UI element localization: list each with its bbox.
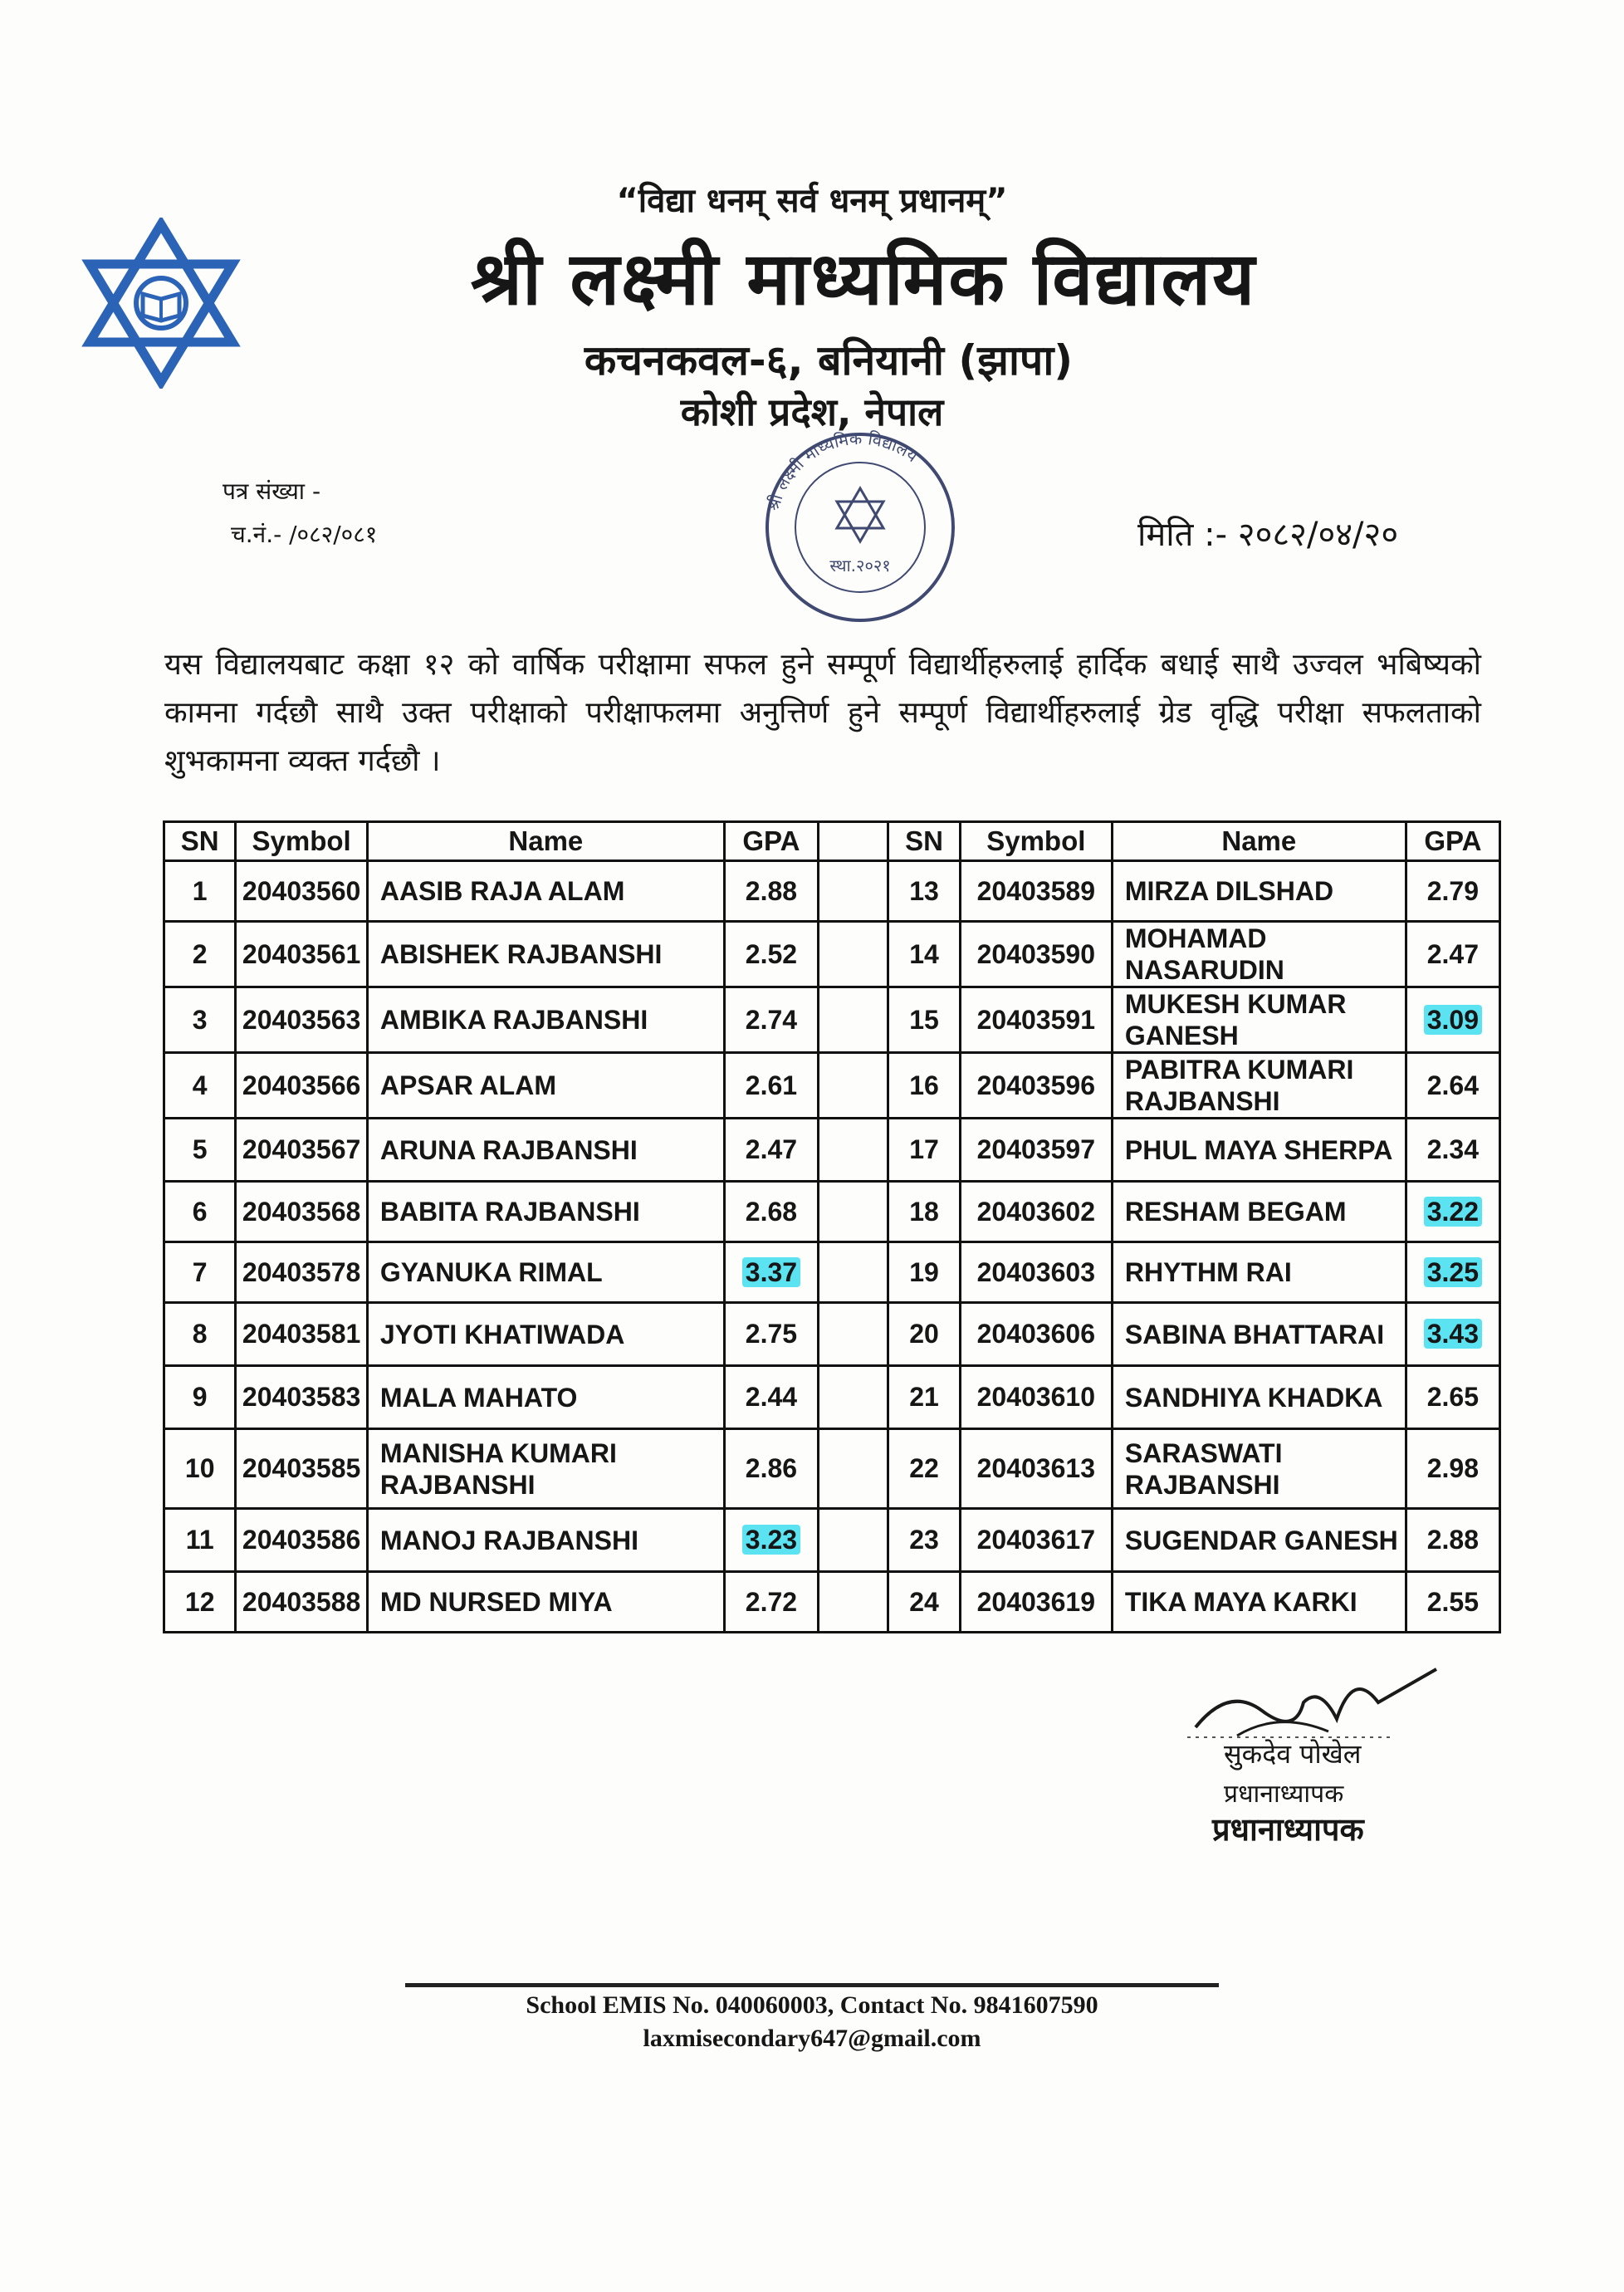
table-row	[164, 1303, 1500, 1366]
highlighted-gpa: 3.43	[1424, 1319, 1482, 1349]
row-gpa	[724, 1242, 818, 1303]
row-symbol: 20403581	[236, 1303, 367, 1366]
row-sn: 20	[888, 1303, 960, 1366]
highlighted-gpa: 3.09	[1424, 1005, 1482, 1035]
row-gpa: 2.72	[724, 1572, 818, 1633]
row-gpa: 2.98	[1406, 1429, 1499, 1509]
row-symbol: 20403597	[960, 1119, 1112, 1182]
row-sn: 13	[888, 861, 960, 922]
row-gpa: 2.34	[1406, 1119, 1499, 1182]
row-gpa: 2.74	[724, 987, 818, 1053]
row-gpa: 2.52	[724, 922, 818, 987]
row-symbol: 20403613	[960, 1429, 1112, 1509]
table-row	[164, 922, 1500, 987]
row-gpa: 2.75	[724, 1303, 818, 1366]
column-gap	[819, 1242, 888, 1303]
column-gap	[819, 1572, 888, 1633]
row-name: MANISHA KUMARI RAJBANSHI	[367, 1429, 724, 1509]
row-gpa	[724, 1509, 818, 1572]
signatory-title-stamp: प्रधानाध्यापक	[1212, 1811, 1364, 1848]
table-row	[164, 1242, 1500, 1303]
footer-email: laxmisecondary647@gmail.com	[643, 2025, 981, 2052]
row-gpa: 2.79	[1406, 861, 1499, 922]
row-symbol: 20403583	[236, 1366, 367, 1429]
results-table	[163, 820, 1501, 1633]
column-gap	[819, 861, 888, 922]
highlighted-gpa: 3.25	[1424, 1257, 1482, 1287]
highlighted-gpa: 3.23	[742, 1525, 800, 1555]
row-symbol: 20403602	[960, 1182, 1112, 1242]
row-sn: 8	[164, 1303, 236, 1366]
row-symbol: 20403585	[236, 1429, 367, 1509]
row-symbol: 20403578	[236, 1242, 367, 1303]
row-name: SANDHIYA KHADKA	[1112, 1366, 1406, 1429]
row-symbol: 20403563	[236, 987, 367, 1053]
row-symbol: 20403610	[960, 1366, 1112, 1429]
row-sn: 17	[888, 1119, 960, 1182]
row-name: PHUL MAYA SHERPA	[1112, 1119, 1406, 1182]
footer-divider	[405, 1983, 1219, 1987]
table-row	[164, 987, 1500, 1053]
row-name: RESHAM BEGAM	[1112, 1182, 1406, 1242]
row-gpa: 2.65	[1406, 1366, 1499, 1429]
header-symbol-right: Symbol	[960, 822, 1112, 861]
header-sn-left: SN	[164, 822, 236, 861]
row-gpa: 2.86	[724, 1429, 818, 1509]
header-symbol-left: Symbol	[236, 822, 367, 861]
row-sn: 22	[888, 1429, 960, 1509]
seal-established: स्था.२०२१	[829, 556, 891, 575]
row-sn: 9	[164, 1366, 236, 1429]
row-symbol: 20403566	[236, 1053, 367, 1119]
row-symbol: 20403586	[236, 1509, 367, 1572]
row-gpa	[1406, 1242, 1499, 1303]
highlighted-gpa: 3.22	[1424, 1197, 1482, 1227]
row-sn: 12	[164, 1572, 236, 1633]
row-gpa	[1406, 1182, 1499, 1242]
row-name: RHYTHM RAI	[1112, 1242, 1406, 1303]
row-name: MD NURSED MIYA	[367, 1572, 724, 1633]
row-sn: 18	[888, 1182, 960, 1242]
row-name: BABITA RAJBANSHI	[367, 1182, 724, 1242]
header-gpa-left: GPA	[724, 822, 818, 861]
row-sn: 3	[164, 987, 236, 1053]
table-row	[164, 1509, 1500, 1572]
column-gap	[819, 822, 888, 861]
column-gap	[819, 987, 888, 1053]
row-gpa: 2.61	[724, 1053, 818, 1119]
row-gpa: 2.64	[1406, 1053, 1499, 1119]
row-name: PABITRA KUMARI RAJBANSHI	[1112, 1053, 1406, 1119]
header-name-right: Name	[1112, 822, 1406, 861]
row-sn: 19	[888, 1242, 960, 1303]
column-gap	[819, 1429, 888, 1509]
table-row	[164, 1572, 1500, 1633]
row-sn: 6	[164, 1182, 236, 1242]
footer-contact: School EMIS No. 040060003, Contact No. 9841607590	[526, 1991, 1098, 2019]
row-sn: 23	[888, 1509, 960, 1572]
row-name: MALA MAHATO	[367, 1366, 724, 1429]
school-seal-stamp	[744, 424, 976, 631]
row-symbol: 20403560	[236, 861, 367, 922]
row-symbol: 20403603	[960, 1242, 1112, 1303]
table-row	[164, 1366, 1500, 1429]
row-sn: 14	[888, 922, 960, 987]
row-gpa: 2.44	[724, 1366, 818, 1429]
row-sn: 2	[164, 922, 236, 987]
row-gpa: 2.47	[724, 1119, 818, 1182]
row-name: GYANUKA RIMAL	[367, 1242, 724, 1303]
row-sn: 15	[888, 987, 960, 1053]
row-gpa	[1406, 1303, 1499, 1366]
row-name: ARUNA RAJBANSHI	[367, 1119, 724, 1182]
row-sn: 7	[164, 1242, 236, 1303]
row-gpa: 2.88	[1406, 1509, 1499, 1572]
row-name: APSAR ALAM	[367, 1053, 724, 1119]
row-symbol: 20403596	[960, 1053, 1112, 1119]
row-sn: 21	[888, 1366, 960, 1429]
letter-number-label: पत्र संख्या -	[223, 478, 321, 505]
school-name: श्री लक्ष्मी माध्यमिक विद्यालय	[470, 236, 1257, 321]
column-gap	[819, 1119, 888, 1182]
table-row	[164, 1182, 1500, 1242]
row-name: SARASWATI RAJBANSHI	[1112, 1429, 1406, 1509]
table-row	[164, 1429, 1500, 1509]
row-gpa: 2.55	[1406, 1572, 1499, 1633]
highlighted-gpa: 3.37	[742, 1257, 800, 1287]
row-name: SUGENDAR GANESH	[1112, 1509, 1406, 1572]
row-sn: 16	[888, 1053, 960, 1119]
row-symbol: 20403617	[960, 1509, 1112, 1572]
header-name-left: Name	[367, 822, 724, 861]
row-name: AASIB RAJA ALAM	[367, 861, 724, 922]
table-header-row	[164, 822, 1500, 861]
row-sn: 5	[164, 1119, 236, 1182]
row-sn: 1	[164, 861, 236, 922]
row-symbol: 20403589	[960, 861, 1112, 922]
column-gap	[819, 1053, 888, 1119]
notice-paragraph: यस विद्यालयबाट कक्षा १२ को वार्षिक परीक्षामा सफल हुने सम्पूर्ण विद्यार्थीहरुलाई हार्दिक बधाई साथै उज्वल भबिष्यको कामना गर्दछौ साथै उक्त परीक्षाको परीक्षाफलमा अनुत्तिर्ण हुने सम्पूर्ण विद्यार्थीहरुलाई ग्रेड वृद्धि परीक्षा सफलताको शुभकामना व्यक्त गर्दछौ ।	[164, 648, 1481, 778]
row-name: MANOJ RAJBANSHI	[367, 1509, 724, 1572]
column-gap	[819, 1509, 888, 1572]
row-gpa	[1406, 987, 1499, 1053]
column-gap	[819, 922, 888, 987]
row-name: AMBIKA RAJBANSHI	[367, 987, 724, 1053]
header-gpa-right: GPA	[1406, 822, 1499, 861]
row-name: JYOTI KHATIWADA	[367, 1303, 724, 1366]
header-sn-right: SN	[888, 822, 960, 861]
row-symbol: 20403561	[236, 922, 367, 987]
column-gap	[819, 1303, 888, 1366]
table-row	[164, 861, 1500, 922]
row-sn: 10	[164, 1429, 236, 1509]
svg-text:श्री लक्ष्मी माध्यमिक विद्यालय	[763, 429, 922, 513]
row-gpa: 2.88	[724, 861, 818, 922]
row-name: MIRZA DILSHAD	[1112, 861, 1406, 922]
column-gap	[819, 1182, 888, 1242]
table-row	[164, 1053, 1500, 1119]
row-gpa: 2.68	[724, 1182, 818, 1242]
row-sn: 11	[164, 1509, 236, 1572]
dispatch-number: च.नं.- /०८२/०८१	[231, 521, 378, 548]
row-name: MUKESH KUMAR GANESH	[1112, 987, 1406, 1053]
address-line-2: कोशी प्रदेश, नेपाल	[680, 389, 944, 434]
table-row	[164, 1119, 1500, 1182]
signatory-title: प्रधानाध्यापक	[1224, 1780, 1344, 1809]
motto: “विद्या धनम् सर्व धनम् प्रधानम्”	[616, 182, 1008, 220]
address-line-1: कचनकवल-६, बनियानी (झापा)	[584, 336, 1074, 384]
signatory-name: सुकदेव पोखेल	[1224, 1738, 1362, 1770]
seal-text: श्री लक्ष्मी माध्यमिक विद्यालय	[763, 428, 922, 513]
row-name: ABISHEK RAJBANSHI	[367, 922, 724, 987]
row-gpa: 2.47	[1406, 922, 1499, 987]
row-name: TIKA MAYA KARKI	[1112, 1572, 1406, 1633]
column-gap	[819, 1366, 888, 1429]
row-symbol: 20403567	[236, 1119, 367, 1182]
row-sn: 4	[164, 1053, 236, 1119]
row-name: MOHAMAD NASARUDIN	[1112, 922, 1406, 987]
row-name: SABINA BHATTARAI	[1112, 1303, 1406, 1366]
row-symbol: 20403591	[960, 987, 1112, 1053]
row-symbol: 20403590	[960, 922, 1112, 987]
row-symbol: 20403568	[236, 1182, 367, 1242]
row-sn: 24	[888, 1572, 960, 1633]
row-symbol: 20403606	[960, 1303, 1112, 1366]
row-symbol: 20403619	[960, 1572, 1112, 1633]
row-symbol: 20403588	[236, 1572, 367, 1633]
date-line: मिति :- २०८२/०४/२०	[1137, 516, 1399, 554]
